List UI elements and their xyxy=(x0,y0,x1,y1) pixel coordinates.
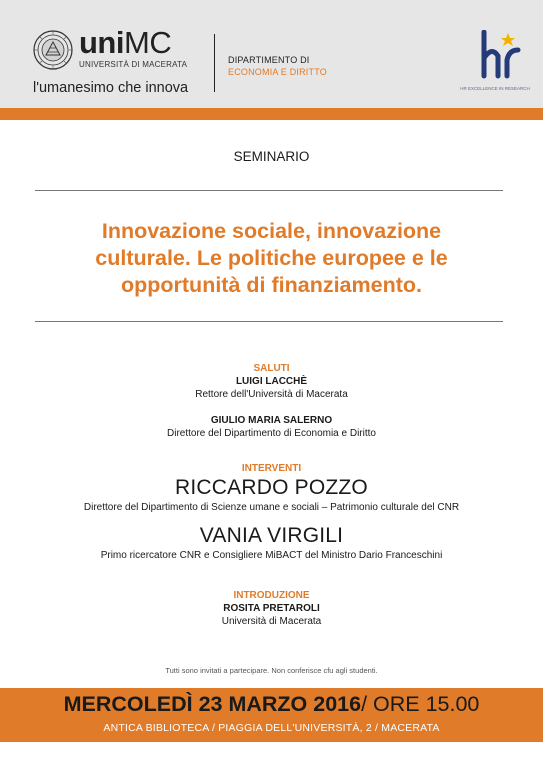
introduzione-role: Università di Macerata xyxy=(221,616,322,627)
speaker-name: RICCARDO POZZO xyxy=(175,476,368,499)
title-top-divider xyxy=(35,190,503,191)
speaker-role: Primo ricercatore CNR e Consigliere MiBACT del Ministro Dario Franceschini xyxy=(100,550,443,561)
introduzione-name: ROSITA PRETAROLI xyxy=(223,603,320,614)
event-location: ANTICA BIBLIOTECA / PIAGGIA DELL'UNIVERSITÀ, 2 / MACERATA xyxy=(103,722,440,734)
event-title-line: opportunità di finanziamento. xyxy=(121,273,422,297)
interventi-label: INTERVENTI xyxy=(241,463,302,474)
speaker-role: Direttore del Dipartimento di Scienze umane e sociali – Patrimonio culturale del CNR xyxy=(83,502,460,513)
department-line-1: DIPARTIMENTO DI xyxy=(228,55,310,65)
speaker-name: VANIA VIRGILI xyxy=(199,524,344,547)
event-title-line: Innovazione sociale, innovazione xyxy=(101,219,442,243)
event-type: SEMINARIO xyxy=(233,149,310,164)
brand-bold: uni xyxy=(79,25,124,60)
unimc-logo-text xyxy=(79,27,171,58)
saluti-person-name: GIULIO MARIA SALERNO xyxy=(210,415,333,426)
header-divider xyxy=(214,34,215,92)
event-time: / ORE 15.00 xyxy=(361,692,480,716)
tagline: l'umanesimo che innova xyxy=(33,80,189,96)
brand-light: MC xyxy=(124,25,172,60)
saluti-person-role: Rettore dell'Università di Macerata xyxy=(195,389,348,400)
event-date-time xyxy=(0,692,543,717)
header xyxy=(0,0,543,108)
hr-excellence-logo-icon xyxy=(478,30,524,80)
header-accent-bar xyxy=(0,108,543,120)
university-seal-icon xyxy=(33,30,73,70)
saluti-person-role: Direttore del Dipartimento di Economia e Diritto xyxy=(167,428,376,439)
saluti-label: SALUTI xyxy=(253,363,290,374)
participation-note: Tutti sono invitati a partecipare. Non conferisce cfu agli studenti. xyxy=(165,666,378,675)
brand-subtitle: UNIVERSITÀ DI MACERATA xyxy=(79,60,188,69)
event-title xyxy=(0,218,543,299)
event-date: MERCOLEDÌ 23 MARZO 2016 xyxy=(63,692,362,716)
introduzione-label: INTRODUZIONE xyxy=(233,590,310,601)
department-line-2: ECONOMIA E DIRITTO xyxy=(228,67,327,77)
event-title-line: culturale. Le politiche europee e le xyxy=(95,246,448,270)
hr-caption: HR EXCELLENCE IN RESEARCH xyxy=(460,86,530,91)
title-bottom-divider xyxy=(35,321,503,322)
saluti-person-name: LUIGI LACCHÈ xyxy=(235,376,308,387)
